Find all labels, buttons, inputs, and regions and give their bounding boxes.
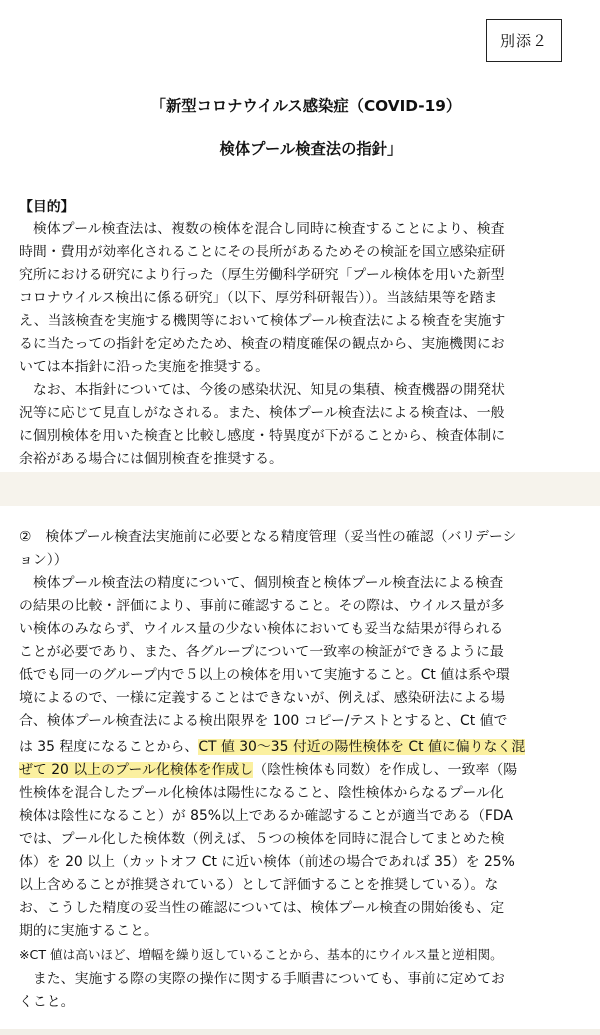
purpose-line: 検体プール検査法は、複数の検体を混合し同時に検査することにより、検査 xyxy=(19,221,505,237)
section2-text: は 35 程度になることから、 xyxy=(19,739,199,755)
highlighted-text: ぜて 20 以上のプール化検体を作成し xyxy=(19,762,254,778)
document-title-line-2: 検体プール検査法の指針」 xyxy=(219,140,403,158)
section2-line: 境によるので、一様に定義することはできないが、例えば、感染研法による場 xyxy=(19,690,505,706)
section2-line xyxy=(19,736,525,758)
purpose-heading: 【目的】 xyxy=(19,199,75,215)
section2-line: の結果の比較・評価により、事前に確認すること。その際は、ウイルス量が多 xyxy=(19,598,505,614)
section2-line: 体）を 20 以上（カットオフ Ct に近い検体（前述の場合であれば 35）を 25% xyxy=(19,854,515,870)
section2-line: では、プール化した検体数（例えば、５つの検体を同時に混合してまとめた検 xyxy=(19,831,505,847)
section2-line: 検体は陰性になること）が 85%以上であるか確認することが適当である（FDA xyxy=(19,808,513,824)
section2-line: 検体プール検査法の精度について、個別検査と検体プール検査法による検査 xyxy=(19,575,504,591)
purpose-line: 況等に応じて見直しがなされる。また、検体プール検査法による検査は、一般 xyxy=(19,405,505,421)
document-title-line-1: 「新型コロナウイルス感染症（COVID-19） xyxy=(150,97,462,115)
purpose-line: いては本指針に沿った実施を推奨する。 xyxy=(19,359,270,375)
section-separator xyxy=(0,472,600,506)
closing-line: また、実施する際の実際の操作に関する手順書についても、事前に定めてお xyxy=(19,971,505,987)
purpose-line: に個別検体を用いた検査と比較し感度・特異度が下がることから、検査体制に xyxy=(19,428,506,444)
section2-heading: ② 検体プール検査法実施前に必要となる精度管理（妥当性の確認（バリデーシ xyxy=(19,529,517,545)
section2-line: お、こうした精度の妥当性の確認については、検体プール検査の開始後も、定 xyxy=(19,900,505,916)
purpose-line: コロナウイルス検出に係る研究」（以下、厚労科研報告））。当該結果等を踏ま xyxy=(19,290,498,306)
closing-line: くこと。 xyxy=(19,994,75,1010)
purpose-line: るに当たっての指針を定めたため、検査の精度確保の観点から、実施機関にお xyxy=(19,336,505,352)
page-edge xyxy=(0,1029,600,1035)
highlighted-text: CT 値 30～35 付近の陽性検体を Ct 値に偏りなく混 xyxy=(198,739,526,755)
section2-text: （陰性検体も同数）を作成し、一致率（陽 xyxy=(253,762,518,778)
section2-heading-continued: ョン）） xyxy=(19,552,68,568)
section2-line: 合、検体プール検査法による検出限界を 100 コピー/テストとすると、Ct 値で xyxy=(19,713,508,729)
purpose-line: 余裕がある場合には個別検査を推奨する。 xyxy=(19,451,283,467)
section2-line: ことが必要であり、また、各グループについて一致率の検証ができるように最 xyxy=(19,644,504,660)
attachment-label: 別添２ xyxy=(486,19,562,62)
purpose-line: なお、本指針については、今後の感染状況、知見の集積、検査機器の開発状 xyxy=(19,382,505,398)
section2-line: 性検体を混合したプール化検体は陽性になること、陰性検体からなるプール化 xyxy=(19,785,504,801)
section2-line xyxy=(19,759,517,781)
section2-line: 期的に実施すること。 xyxy=(19,923,158,939)
section2-line: い検体のみならず、ウイルス量の少ない検体においても妥当な結果が得られる xyxy=(19,621,504,637)
purpose-line: 時間・費用が効率化されることにその長所があるためその検証を国立感染症研 xyxy=(19,244,506,260)
purpose-line: え、当該検査を実施する機関等において検体プール検査法による検査を実施す xyxy=(19,313,506,329)
footnote: ※CT 値は高いほど、増幅を繰り返していることから、基本的にウイルス量と逆相関。 xyxy=(19,947,503,962)
section2-line: 低でも同一のグループ内で５以上の検体を用いて実施すること。Ct 値は系や環 xyxy=(19,667,510,683)
section2-line: 以上含めることが推奨されている）として評価することを推奨している）。な xyxy=(19,877,499,893)
purpose-line: 究所における研究により行った（厚生労働科学研究「プール検体を用いた新型 xyxy=(19,267,505,283)
